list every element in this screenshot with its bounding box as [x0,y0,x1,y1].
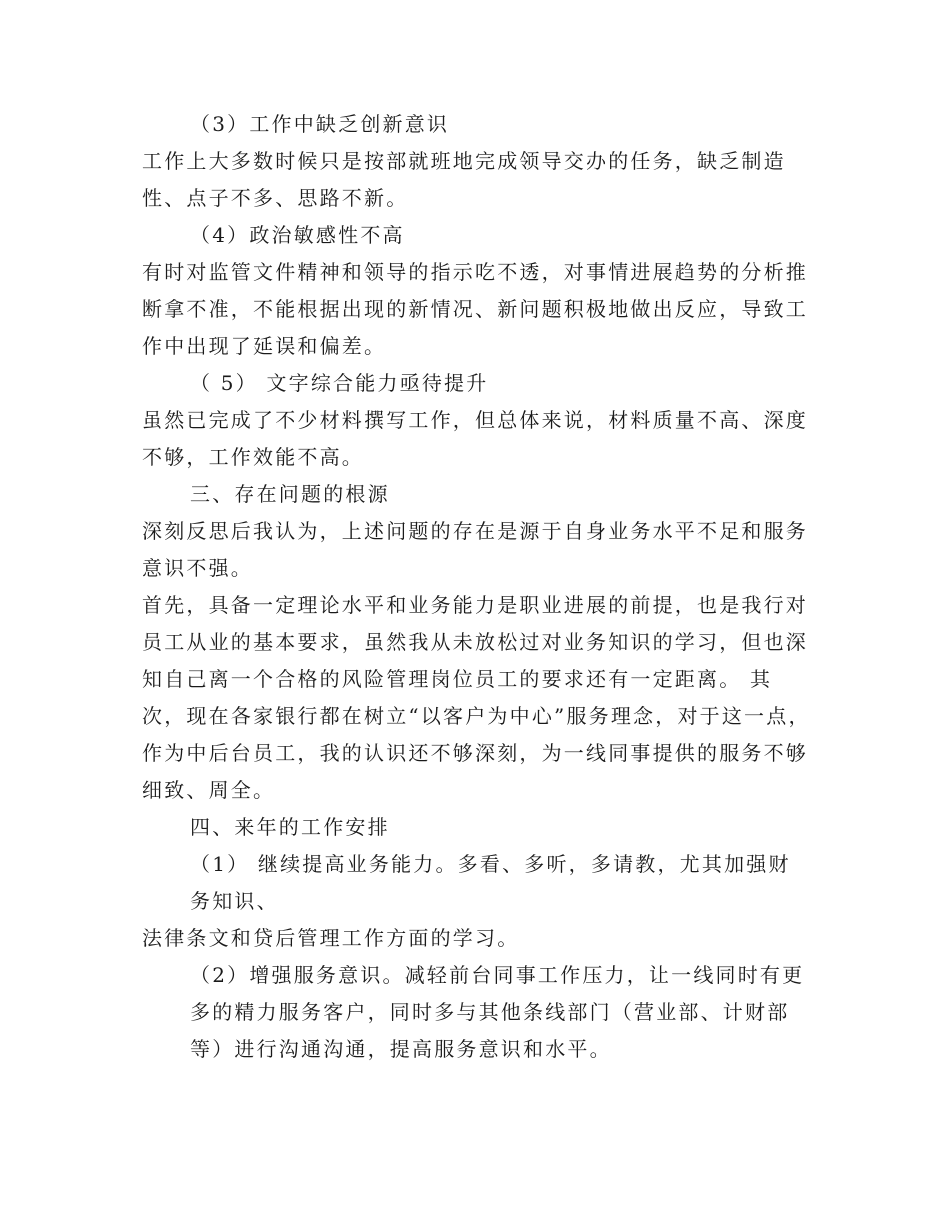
paragraph-root-causes-detail: 首先，具备一定理论水平和业务能力是职业进展的前提，也是我行对员工从业的基本要求，虽然我从未放松过对业务知识的学习，但也深知自己离一个合格的风险管理岗位员工的要求还有一定距离。 其次，现在各家银行都在树立“以客户为中心”服务理念，对于这一点，作为中后台员工，我的认识还不够深刻，为一线同事提供的服务不够细致、周全。 [142,593,811,802]
document-body [142,106,812,1068]
paragraph-lack-innovation: 工作上大多数时候只是按部就班地完成领导交办的任务，缺乏制造性、点子不多、思路不新。 [142,149,786,210]
subheading-lack-innovation: （3）工作中缺乏创新意识 [190,112,450,136]
plan-item-service-awareness: （2）增强服务意识。减轻前台同事工作压力，让一线同时有更多的精力服务客户，同时多与其他条线部门（营业部、计财部等）进行沟通沟通，提高服务意识和水平。 [190,963,805,1061]
paragraph-root-causes-intro: 深刻反思后我认为，上述问题的存在是源于自身业务水平不足和服务意识不强。 [142,519,808,580]
plan-item-business-ability: （1） 继续提高业务能力。多看、多听，多请教，尤其加强财务知识、 [190,852,791,913]
paragraph-political-sensitivity: 有时对监管文件精神和领导的指示吃不透，对事情进展趋势的分析推断拿不准，不能根据出现的新情况、新问题积极地做出反应，导致工作中出现了延误和偏差。 [142,260,808,358]
section-heading-next-year-plan: 四、来年的工作安排 [190,815,390,839]
subheading-political-sensitivity: （4）政治敏感性不高 [190,223,405,247]
plan-item-business-ability-continued: 法律条文和贷后管理工作方面的学习。 [142,926,520,950]
subheading-writing-ability: （ 5） 文字综合能力亟待提升 [190,371,489,395]
section-heading-root-causes: 三、存在问题的根源 [190,482,390,506]
paragraph-writing-ability: 虽然已完成了不少材料撰写工作，但总体来说，材料质量不高、深度不够，工作效能不高。 [142,408,808,469]
